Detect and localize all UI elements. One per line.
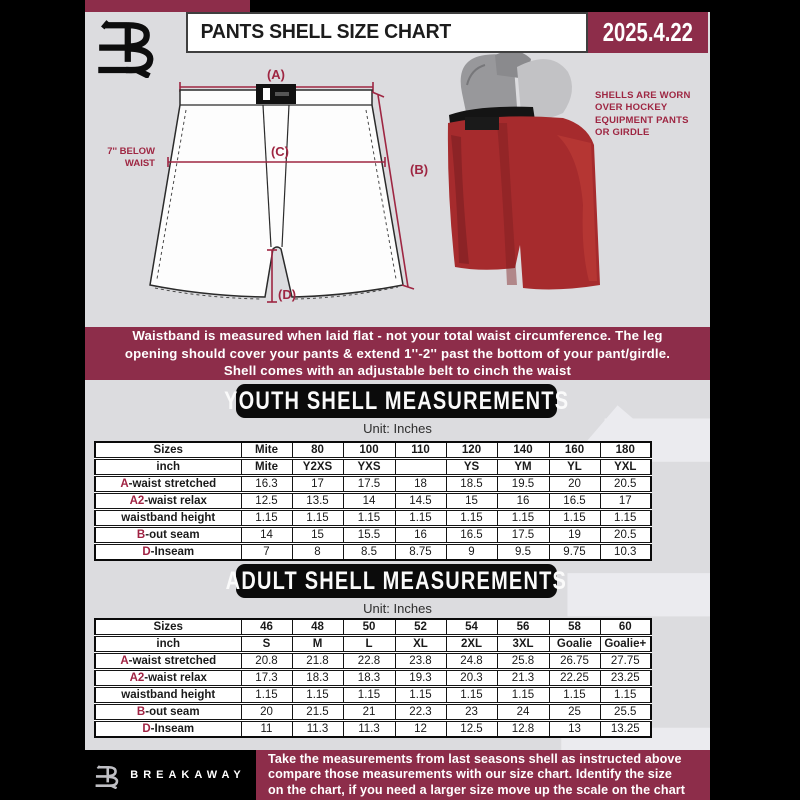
size-cell: 20.3 — [446, 670, 497, 687]
row-label: A-waist stretched — [95, 653, 241, 670]
size-cell: 22.25 — [549, 670, 600, 687]
adult-heading-box — [225, 564, 568, 598]
table-row — [95, 704, 651, 721]
size-cell: 22.8 — [343, 653, 395, 670]
text-line: compare those measurements with our size chart. Identify the size — [268, 767, 673, 782]
size-cell: YM — [497, 459, 549, 476]
table-row — [95, 636, 651, 653]
size-cell: 58 — [549, 619, 600, 636]
size-cell: 1.15 — [241, 687, 292, 704]
row-label-prefix: B — [136, 529, 146, 541]
youth-heading-box — [223, 384, 570, 418]
date-text: 2025.4.22 — [602, 17, 694, 47]
size-cell: 9.5 — [497, 544, 549, 561]
size-cell: 1.15 — [549, 687, 600, 704]
row-label: inch — [95, 459, 241, 476]
adult-heading: ADULT SHELL MEASUREMENTS — [225, 566, 568, 595]
hockey-pants-photo — [437, 45, 617, 295]
size-cell: XL — [395, 636, 446, 653]
size-cell: 14 — [343, 493, 395, 510]
size-cell: 110 — [395, 442, 446, 459]
content-column — [85, 0, 710, 800]
size-cell: 17 — [292, 476, 343, 493]
size-cell: 9.75 — [549, 544, 600, 561]
size-cell: Goalie — [549, 636, 600, 653]
size-cell: 18.3 — [292, 670, 343, 687]
size-cell: 23.8 — [395, 653, 446, 670]
size-cell: 1.15 — [497, 510, 549, 527]
belt-buckle-bar — [275, 92, 289, 96]
size-cell: 17 — [600, 493, 651, 510]
brand-name: BREAKAWAY — [130, 769, 246, 781]
table-row — [95, 619, 651, 636]
row-label-prefix: D — [142, 723, 151, 735]
row-label: A2-waist relax — [95, 670, 241, 687]
row-label: waistband height — [95, 687, 241, 704]
footer — [85, 750, 710, 800]
row-label-prefix: D — [142, 546, 151, 558]
size-cell: 25 — [549, 704, 600, 721]
size-cell: 25.5 — [600, 704, 651, 721]
size-cell: 19.3 — [395, 670, 446, 687]
row-label-prefix: B — [136, 706, 146, 718]
row-label: B-out seam — [95, 527, 241, 544]
table-row — [95, 476, 651, 493]
size-cell: S — [241, 636, 292, 653]
size-cell: 11 — [241, 721, 292, 738]
size-cell: 24.8 — [446, 653, 497, 670]
text-line: Shell comes with an adjustable belt to cinch the waist — [223, 363, 572, 379]
row-label: A-waist stretched — [95, 476, 241, 493]
size-cell: 20.8 — [241, 653, 292, 670]
size-cell: 1.15 — [446, 687, 497, 704]
size-cell: 52 — [395, 619, 446, 636]
info-banner — [85, 327, 710, 380]
size-cell: 17.5 — [343, 476, 395, 493]
table-row — [95, 459, 651, 476]
size-cell: Y2XS — [292, 459, 343, 476]
size-cell: 19 — [549, 527, 600, 544]
row-label-prefix: A2 — [129, 495, 145, 507]
youth-unit-label: Unit: Inches — [363, 421, 432, 436]
size-cell: 1.15 — [497, 687, 549, 704]
diagram-label-b: (B) — [410, 162, 429, 177]
breakaway-b-logo-icon — [95, 761, 119, 789]
size-cell: 1.15 — [292, 510, 343, 527]
size-cell: 13 — [549, 721, 600, 738]
size-cell: 15 — [446, 493, 497, 510]
size-cell: 1.15 — [549, 510, 600, 527]
size-cell: YXS — [343, 459, 395, 476]
size-cell: 20 — [549, 476, 600, 493]
text-line: SHELLS ARE WORN — [595, 90, 691, 101]
size-cell: 1.15 — [600, 687, 651, 704]
size-cell: 15.5 — [343, 527, 395, 544]
size-cell: 8 — [292, 544, 343, 561]
footer-brand-block — [85, 750, 256, 800]
size-cell: 12.5 — [446, 721, 497, 738]
size-cell: 21.3 — [497, 670, 549, 687]
size-cell: 11.3 — [292, 721, 343, 738]
size-cell: 9 — [446, 544, 497, 561]
size-cell: 1.15 — [292, 687, 343, 704]
size-cell: 48 — [292, 619, 343, 636]
text-line: opening should cover your pants & extend 1''-2'' past the bottom of your pant/girdle. — [124, 345, 671, 361]
size-cell: 12.5 — [241, 493, 292, 510]
adult-unit-label: Unit: Inches — [363, 601, 432, 616]
size-cell: 20.5 — [600, 527, 651, 544]
table-row — [95, 527, 651, 544]
breakaway-b-logo-icon — [97, 10, 155, 78]
table-row — [95, 510, 651, 527]
size-cell: 18.5 — [446, 476, 497, 493]
size-cell: Mite — [241, 442, 292, 459]
size-cell: 21.5 — [292, 704, 343, 721]
size-cell: 22.3 — [395, 704, 446, 721]
size-cell: 60 — [600, 619, 651, 636]
size-cell: 8.5 — [343, 544, 395, 561]
size-cell: 16 — [395, 527, 446, 544]
row-label: Sizes — [95, 619, 241, 636]
size-cell: 56 — [497, 619, 549, 636]
size-cell: M — [292, 636, 343, 653]
size-cell: 1.15 — [395, 510, 446, 527]
row-label: D-Inseam — [95, 721, 241, 738]
date-badge — [588, 12, 708, 53]
size-cell: 18.3 — [343, 670, 395, 687]
text-line: Take the measurements from last seasons shell as instructed above — [268, 751, 682, 766]
size-cell: 27.75 — [600, 653, 651, 670]
size-cell: 11.3 — [343, 721, 395, 738]
size-cell: 3XL — [497, 636, 549, 653]
row-label: inch — [95, 636, 241, 653]
size-cell: 21 — [343, 704, 395, 721]
size-cell: 23.25 — [600, 670, 651, 687]
diagram-label-d: (D) — [278, 287, 297, 302]
row-label: waistband height — [95, 510, 241, 527]
size-cell: 17.3 — [241, 670, 292, 687]
row-label-prefix: A — [120, 478, 129, 490]
size-cell: 10.3 — [600, 544, 651, 561]
size-cell: L — [343, 636, 395, 653]
size-cell: 100 — [343, 442, 395, 459]
size-cell: 15 — [292, 527, 343, 544]
size-cell: 26.75 — [549, 653, 600, 670]
row-label: A2-waist relax — [95, 493, 241, 510]
diagram-label-c: (C) — [270, 144, 290, 159]
top-accent-strip — [85, 0, 710, 12]
size-cell: 1.15 — [600, 510, 651, 527]
size-cell: 16.3 — [241, 476, 292, 493]
title-box — [186, 12, 588, 53]
size-cell: 50 — [343, 619, 395, 636]
size-cell: 23 — [446, 704, 497, 721]
size-cell: 13.25 — [600, 721, 651, 738]
size-cell: 24 — [497, 704, 549, 721]
size-cell: 16 — [497, 493, 549, 510]
size-cell: YS — [446, 459, 497, 476]
row-label-prefix: A — [120, 655, 129, 667]
page-title: PANTS SHELL SIZE CHART — [200, 21, 452, 43]
size-cell: 8.75 — [395, 544, 446, 561]
size-cell: 1.15 — [343, 687, 395, 704]
table-row — [95, 687, 651, 704]
size-cell: 16.5 — [446, 527, 497, 544]
shell-belt-area — [465, 117, 499, 130]
row-label-prefix: A2 — [129, 672, 145, 684]
size-cell: 120 — [446, 442, 497, 459]
size-cell — [395, 459, 446, 476]
size-cell: 7 — [241, 544, 292, 561]
table-row — [95, 442, 651, 459]
diagram-label-a: (A) — [266, 67, 286, 82]
table-row — [95, 544, 651, 561]
size-cell: Goalie+ — [600, 636, 651, 653]
size-cell: 25.8 — [497, 653, 549, 670]
table-row — [95, 493, 651, 510]
size-cell: 1.15 — [395, 687, 446, 704]
size-cell: 54 — [446, 619, 497, 636]
size-cell: YL — [549, 459, 600, 476]
waist-note-line1: 7'' BELOW — [107, 146, 155, 157]
text-line: EQUIPMENT PANTS — [595, 114, 689, 126]
size-cell: 12.8 — [497, 721, 549, 738]
text-line: OVER HOCKEY — [595, 102, 668, 114]
size-cell: 140 — [497, 442, 549, 459]
row-label: Sizes — [95, 442, 241, 459]
size-cell: 20 — [241, 704, 292, 721]
shell-measurement-diagram — [105, 48, 440, 316]
size-cell: 180 — [600, 442, 651, 459]
size-cell: 1.15 — [343, 510, 395, 527]
shorts-outline — [150, 90, 403, 297]
size-cell: 14 — [241, 527, 292, 544]
size-cell: 20.5 — [600, 476, 651, 493]
photo-caption — [595, 90, 710, 140]
table-row — [95, 653, 651, 670]
text-line: on the chart, if you need a larger size move up the scale on the chart — [268, 782, 686, 797]
row-label: B-out seam — [95, 704, 241, 721]
size-cell: 16.5 — [549, 493, 600, 510]
text-line: Waistband is measured when laid flat - not your total waist circumference. The leg — [132, 328, 663, 344]
footer-instructions — [256, 750, 710, 800]
size-cell: 2XL — [446, 636, 497, 653]
row-label: D-Inseam — [95, 544, 241, 561]
table-row — [95, 721, 651, 738]
size-cell: 14.5 — [395, 493, 446, 510]
belt-buckle-slot — [263, 88, 270, 100]
table-row — [95, 670, 651, 687]
size-cell: 12 — [395, 721, 446, 738]
size-cell: 1.15 — [241, 510, 292, 527]
adult-size-table — [94, 618, 652, 738]
size-cell: YXL — [600, 459, 651, 476]
waist-note-line2: WAIST — [124, 158, 155, 169]
size-cell: 18 — [395, 476, 446, 493]
size-cell: 13.5 — [292, 493, 343, 510]
size-cell: 19.5 — [497, 476, 549, 493]
size-cell: 160 — [549, 442, 600, 459]
youth-heading: YOUTH SHELL MEASUREMENTS — [223, 386, 570, 415]
size-cell: 21.8 — [292, 653, 343, 670]
youth-size-table — [94, 441, 652, 561]
size-cell: 17.5 — [497, 527, 549, 544]
size-cell: 1.15 — [446, 510, 497, 527]
text-line: OR GIRDLE — [595, 127, 650, 139]
size-cell: 80 — [292, 442, 343, 459]
size-cell: Mite — [241, 459, 292, 476]
size-cell: 46 — [241, 619, 292, 636]
